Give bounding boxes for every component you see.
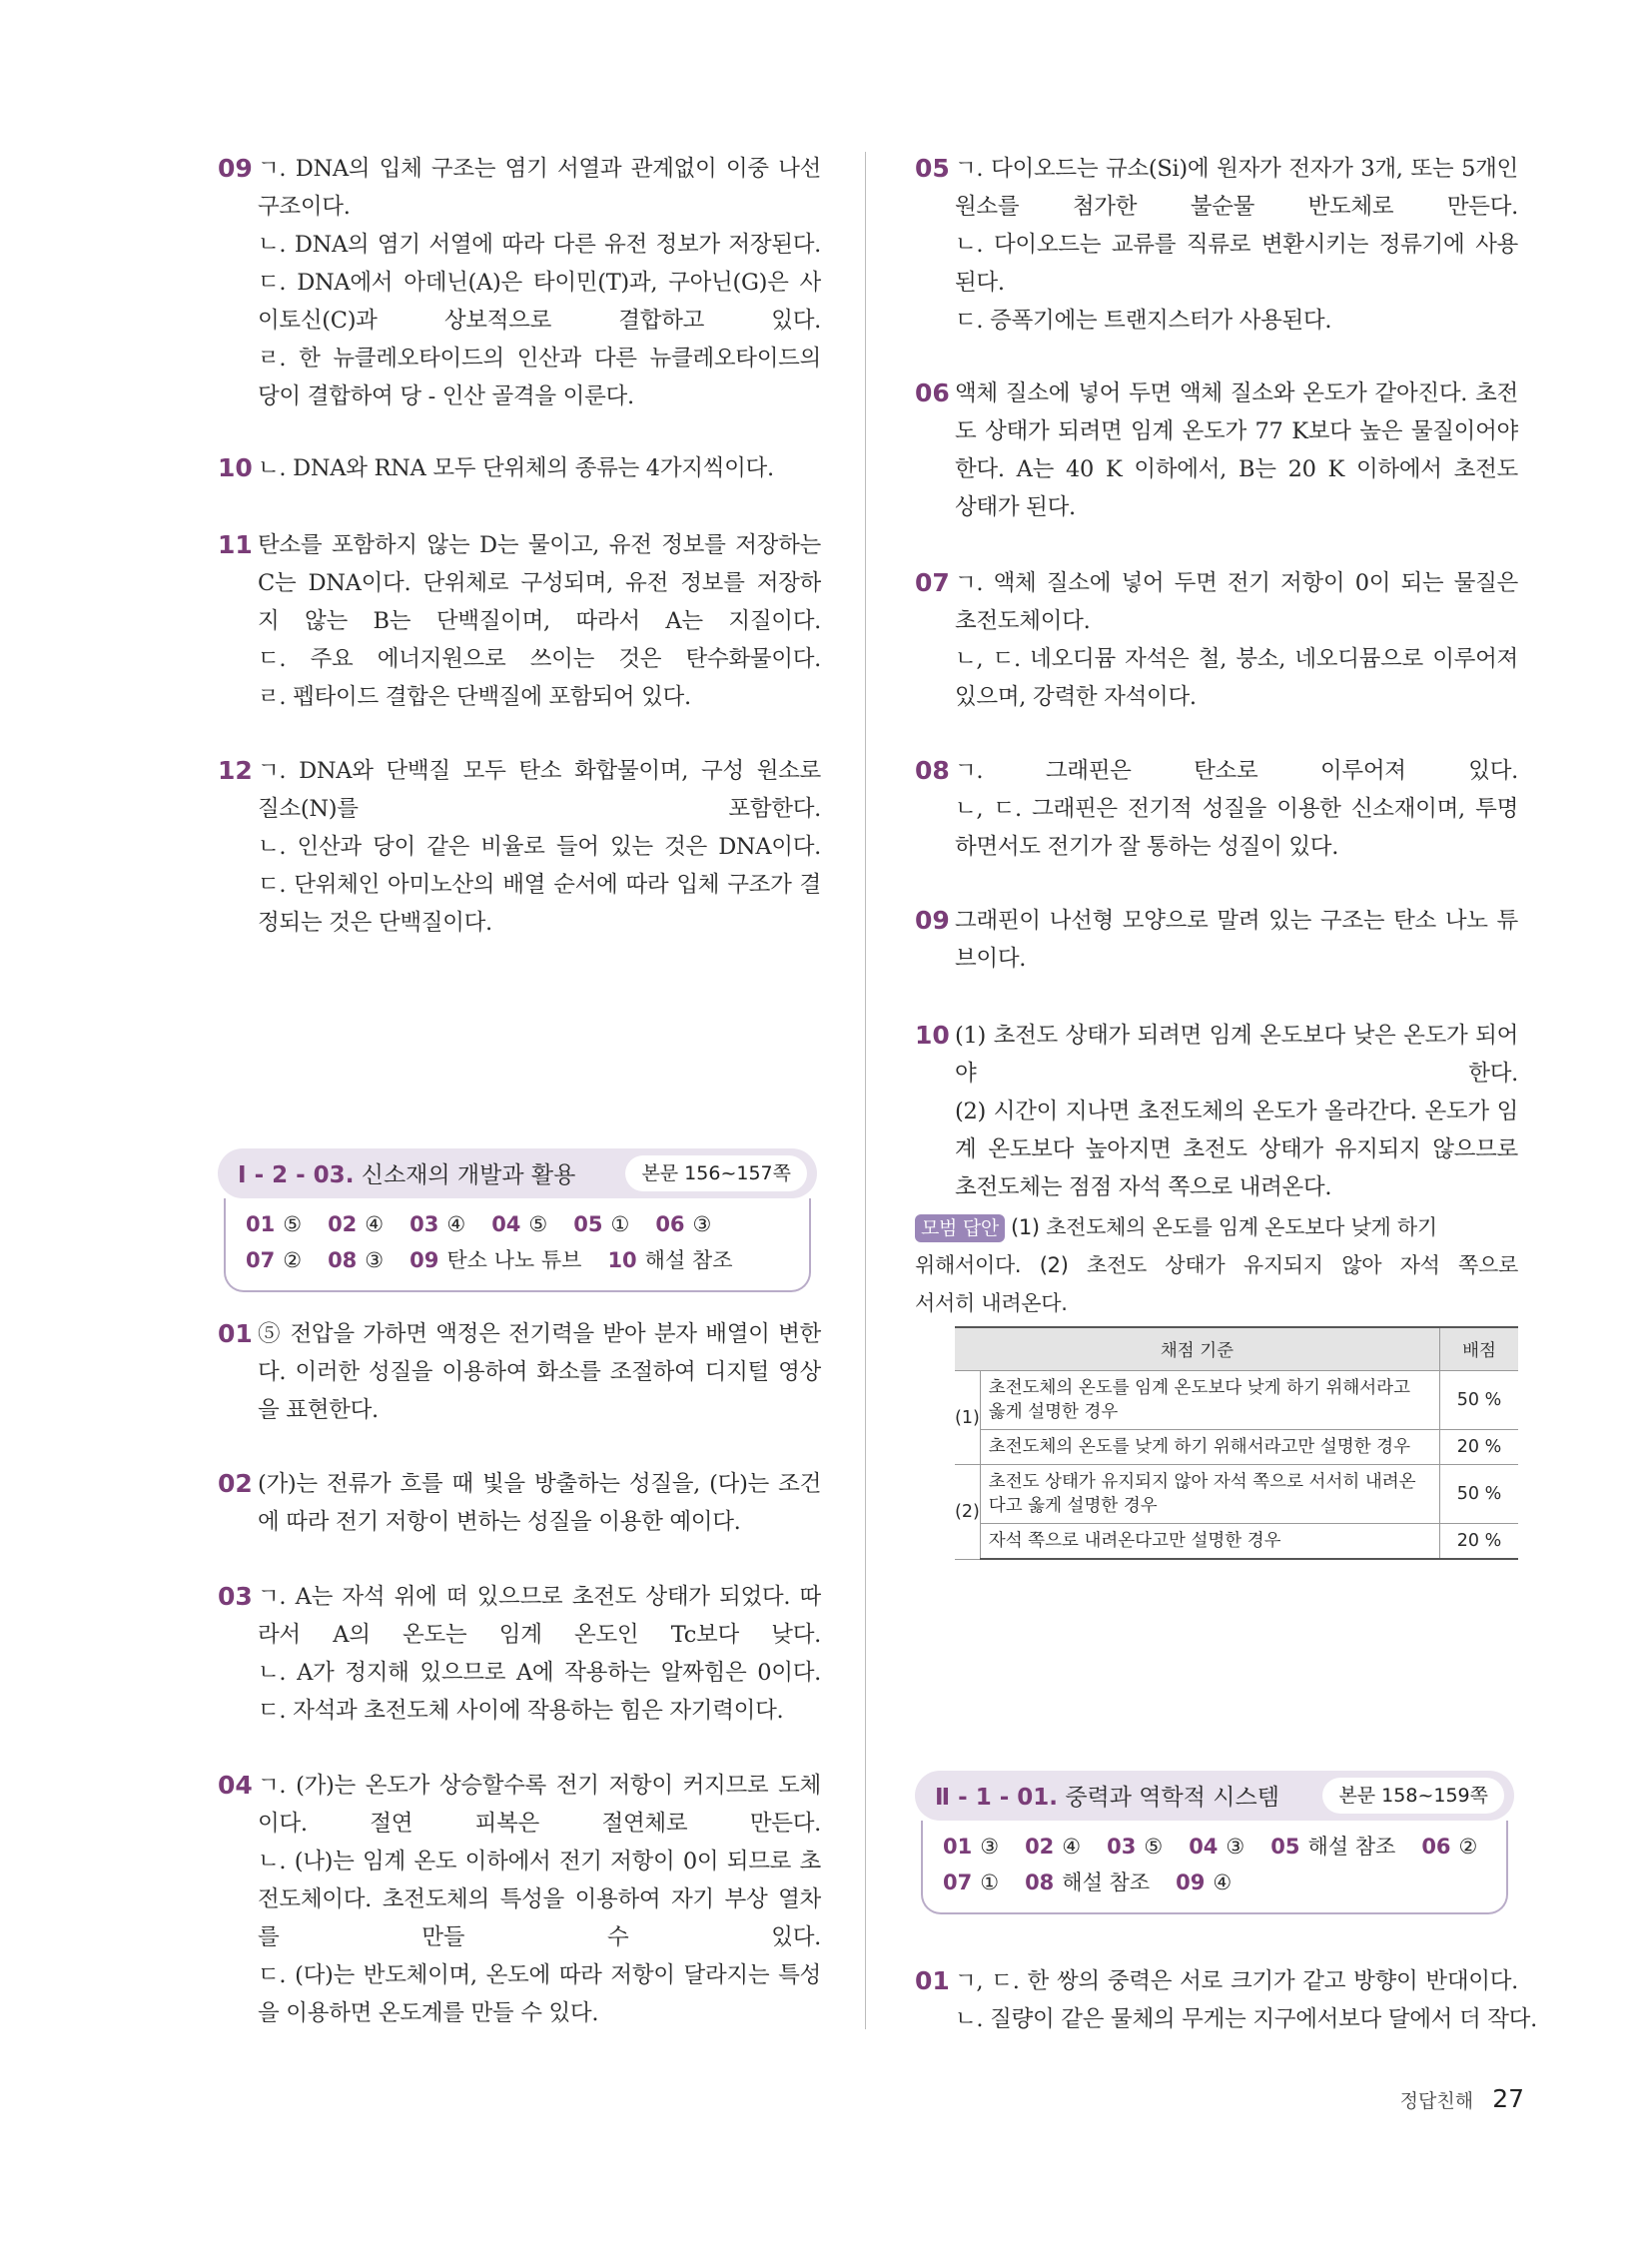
- text-line: 초전도체는 점점 자석 쪽으로 내려온다.: [955, 1174, 1332, 1200]
- text-line: ㄹ. 한 뉴클레오타이드의 인산과 다른 뉴클레오타이드의: [258, 346, 821, 372]
- question-body: [258, 150, 821, 415]
- text-line: ㄴ, ㄷ. 네오디뮴 자석은 철, 붕소, 네오디뮴으로 이루어져: [955, 646, 1518, 672]
- text-line: ㄴ. 다이오드는 교류를 직류로 변환시키는 정류기에 사용: [955, 232, 1518, 258]
- question-12: [218, 752, 821, 942]
- answer-value: 해설 참조: [644, 1248, 733, 1272]
- answer-number: 04: [491, 1212, 521, 1236]
- text-line: (가)는 전류가 흐를 때 빛을 방출하는 성질을, (다)는 조건: [258, 1471, 821, 1497]
- grading-header-criteria: 채점 기준: [955, 1327, 1440, 1371]
- question-number: 09: [915, 906, 950, 935]
- question-09: [218, 150, 821, 415]
- answer-number: 03: [1107, 1835, 1137, 1859]
- text-line: 을 표현한다.: [258, 1397, 379, 1423]
- section-pages: 본문 156~157쪽: [625, 1155, 807, 1191]
- question-06: [915, 374, 1518, 526]
- grading-criterion: 초전도체의 온도를 임계 온도보다 낮게 하기 위해서라고 옳게 설명한 경우: [980, 1371, 1439, 1430]
- answer-key: [921, 1821, 1508, 1914]
- question-number: 09: [218, 154, 253, 183]
- section-name: 신소재의 개발과 활용: [361, 1162, 576, 1188]
- answer-value: ⑤: [283, 1212, 303, 1236]
- answer-number: 09: [1176, 1870, 1206, 1894]
- question-01: [218, 1315, 821, 1429]
- text-line: 이다. 절연 피복은 절연체로 만든다.: [258, 1811, 821, 1837]
- text-line: ㄴ. 인산과 당이 같은 비율로 들어 있는 것은 DNA이다.: [258, 834, 821, 860]
- answer-number: 02: [1025, 1835, 1055, 1859]
- question-number: 10: [915, 1021, 950, 1050]
- model-answer-line: [915, 1284, 1518, 1322]
- answer-item: [1189, 1829, 1244, 1865]
- answer-row: [943, 1865, 1492, 1900]
- text-line: 지 않는 B는 단백질이며, 따라서 A는 지질이다.: [258, 608, 821, 634]
- answer-value: ①: [610, 1212, 630, 1236]
- text-line: ㄷ. (다)는 반도체이며, 온도에 따라 저항이 달라지는 특성: [258, 1962, 821, 1988]
- text-line: ㄴ, ㄷ. 그래핀은 전기적 성질을 이용한 신소재이며, 투명: [955, 796, 1518, 822]
- answer-number: 10: [607, 1248, 637, 1272]
- text-line: ㄱ. 그래핀은 탄소로 이루어져 있다.: [955, 758, 1518, 784]
- grading-points: 20 %: [1440, 1524, 1519, 1560]
- question-number: 12: [218, 756, 253, 785]
- question-number: 04: [218, 1771, 253, 1800]
- text-line: 을 이용하면 온도계를 만들 수 있다.: [258, 2000, 599, 2026]
- answer-number: 03: [410, 1212, 439, 1236]
- text-line: ㄴ. DNA와 RNA 모두 단위체의 종류는 4가지씩이다.: [258, 455, 774, 481]
- text-line: 에 따라 전기 저항이 변하는 성질을 이용한 예이다.: [258, 1509, 741, 1535]
- answer-number: 07: [246, 1248, 276, 1272]
- model-answer-badge: 모범 답안: [915, 1214, 1005, 1242]
- answer-value: ③: [365, 1248, 385, 1272]
- grading-criterion: 자석 쪽으로 내려온다고만 설명한 경우: [980, 1524, 1439, 1560]
- answer-item: [943, 1865, 999, 1900]
- answer-item: [491, 1206, 547, 1242]
- answer-value: 해설 참조: [1307, 1835, 1396, 1859]
- question-body: [955, 564, 1518, 716]
- grading-criterion: 초전도 상태가 유지되지 않아 자석 쪽으로 서서히 내려온다고 옳게 설명한 경우: [980, 1465, 1439, 1524]
- text-line: ㄱ. DNA의 입체 구조는 염기 서열과 관계없이 이중 나선: [258, 156, 821, 182]
- question-02: [218, 1465, 821, 1541]
- answer-value: ②: [1458, 1835, 1478, 1859]
- question-body: [258, 526, 821, 716]
- grading-table: [955, 1326, 1518, 1560]
- grading-points: 20 %: [1440, 1430, 1519, 1465]
- answer-item: [1025, 1829, 1081, 1865]
- answer-item: [607, 1242, 732, 1278]
- text-line: 정되는 것은 단백질이다.: [258, 910, 492, 936]
- answer-item: [246, 1242, 302, 1278]
- text-line: 도 상태가 되려면 임계 온도가 77 K보다 높은 물질이어야: [955, 418, 1518, 444]
- text-line: ㄴ. A가 정지해 있으므로 A에 작용하는 알짜힘은 0이다.: [258, 1660, 821, 1686]
- grading-criterion: 초전도체의 온도를 낮게 하기 위해서라고만 설명한 경우: [980, 1430, 1439, 1465]
- text-line: 탄소를 포함하지 않는 D는 물이고, 유전 정보를 저장하는: [258, 532, 821, 558]
- text-line: (1) 초전도 상태가 되려면 임계 온도보다 낮은 온도가 되어: [955, 1023, 1518, 1049]
- text-line: 하면서도 전기가 잘 통하는 성질이 있다.: [955, 834, 1339, 860]
- text-line: ⑤ 전압을 가하면 액정은 전기력을 받아 분자 배열이 변한: [258, 1321, 821, 1347]
- section-pages: 본문 158~159쪽: [1322, 1778, 1504, 1814]
- answer-value: ④: [1062, 1835, 1082, 1859]
- question-body: [258, 1315, 821, 1429]
- answer-item: [1107, 1829, 1163, 1865]
- model-answer-line: [915, 1208, 1518, 1246]
- answer-item: [328, 1242, 384, 1278]
- answer-value: ④: [446, 1212, 466, 1236]
- answer-item: [655, 1206, 711, 1242]
- answer-item: [1025, 1865, 1150, 1900]
- answer-item: [1421, 1829, 1477, 1865]
- text-line: ㄱ. DNA와 단백질 모두 탄소 화합물이며, 구성 원소로: [258, 758, 821, 784]
- text-line: ㄱ, ㄷ. 한 쌍의 중력은 서로 크기가 같고 방향이 반대이다.: [955, 1968, 1518, 1994]
- question-number: 03: [218, 1582, 253, 1611]
- grading-row: [955, 1524, 1518, 1560]
- answer-number: 04: [1189, 1835, 1219, 1859]
- text-line: ㄷ. 주요 에너지원으로 쓰이는 것은 탄수화물이다.: [258, 646, 821, 672]
- question-04: [218, 1767, 821, 2032]
- answer-value: ⑤: [1144, 1835, 1164, 1859]
- text-line: 상태가 된다.: [955, 494, 1076, 520]
- question-number: 11: [218, 530, 253, 559]
- page-number: 27: [1492, 2084, 1524, 2113]
- question-number: 08: [915, 756, 950, 785]
- answer-number: 01: [246, 1212, 276, 1236]
- answer-item: [573, 1206, 629, 1242]
- text-line: 초전도체이다.: [955, 608, 1091, 634]
- answer-row: [943, 1829, 1492, 1865]
- text-line: 액체 질소에 넣어 두면 액체 질소와 온도가 같아진다. 초전: [955, 380, 1518, 406]
- text-line: ㄴ. 질량이 같은 물체의 무게는 지구에서보다 달에서 더 작다.: [955, 2006, 1537, 2032]
- answer-key: [224, 1198, 811, 1292]
- answer-value: ③: [1226, 1835, 1245, 1859]
- answer-value: ④: [1213, 1870, 1233, 1894]
- question-body: [258, 1767, 821, 2032]
- question-body: [955, 374, 1518, 526]
- grading-row: [955, 1371, 1518, 1430]
- question-08: [915, 752, 1518, 866]
- text-line: (2) 시간이 지나면 초전도체의 온도가 올라간다. 온도가 임: [955, 1099, 1518, 1124]
- question-07: [915, 564, 1518, 716]
- answer-number: 05: [1270, 1835, 1300, 1859]
- model-answer-text: [915, 1208, 1518, 1322]
- question-body: [258, 752, 821, 942]
- footer-label: 정답친해: [1399, 2090, 1474, 2112]
- question-09: [915, 902, 1518, 978]
- text-line: ㄷ. DNA에서 아데닌(A)은 타이민(T)과, 구아닌(G)은 사: [258, 270, 821, 296]
- text-line: 야 한다.: [955, 1061, 1518, 1087]
- text-line: ㄹ. 펩타이드 결합은 단백질에 포함되어 있다.: [258, 684, 691, 710]
- text-line: 그래핀이 나선형 모양으로 말려 있는 구조는 탄소 나노 튜: [955, 908, 1518, 934]
- text-line: 라서 A의 온도는 임계 온도인 Tc보다 낮다.: [258, 1622, 821, 1648]
- text-line: 이토신(C)과 상보적으로 결합하고 있다.: [258, 308, 821, 334]
- section-title: [935, 1779, 1279, 1812]
- question-body: [258, 449, 821, 487]
- answer-number: 06: [1421, 1835, 1451, 1859]
- question-03: [218, 1578, 821, 1730]
- answer-number: 07: [943, 1870, 973, 1894]
- question-number: 10: [218, 453, 253, 482]
- text-line: 브이다.: [955, 946, 1027, 972]
- answer-item: [246, 1206, 302, 1242]
- question-body: [955, 1962, 1537, 2038]
- section-title: [238, 1156, 575, 1189]
- section-code: Ⅰ - 2 - 03.: [238, 1162, 355, 1188]
- answer-number: 06: [655, 1212, 685, 1236]
- text-line: 한다. A는 40 K 이하에서, B는 20 K 이하에서 초전도: [955, 456, 1518, 482]
- question-body: [258, 1578, 821, 1730]
- text-line: ㄱ. A는 자석 위에 떠 있으므로 초전도 상태가 되었다. 따: [258, 1584, 821, 1610]
- question-body: [258, 1465, 821, 1541]
- answer-value: 탄소 나노 튜브: [446, 1248, 582, 1272]
- answer-item: [410, 1206, 465, 1242]
- answer-row: [246, 1206, 795, 1242]
- question-10: [915, 1017, 1518, 1206]
- section-code: Ⅱ - 1 - 01.: [935, 1785, 1059, 1811]
- answer-item: [410, 1242, 581, 1278]
- answer-item: [943, 1829, 999, 1865]
- text-line: ㄱ. (가)는 온도가 상승할수록 전기 저항이 커지므로 도체: [258, 1773, 821, 1799]
- answer-section-box: [915, 1771, 1514, 1914]
- text-line: ㄴ. (나)는 임계 온도 이하에서 전기 저항이 0이 되므로 초: [258, 1849, 821, 1874]
- question-number: 06: [915, 378, 950, 407]
- question-number: 05: [915, 154, 950, 183]
- text-line: 원소를 첨가한 불순물 반도체로 만든다.: [955, 194, 1518, 220]
- text-line: ㄴ. DNA의 염기 서열에 따라 다른 유전 정보가 저장된다.: [258, 232, 821, 258]
- text-line: 당이 결합하여 당 - 인산 골격을 이룬다.: [258, 383, 634, 409]
- answer-value: ④: [365, 1212, 385, 1236]
- text-line: 질소(N)를 포함한다.: [258, 796, 821, 822]
- grading-row: [955, 1430, 1518, 1465]
- text-line: ㄷ. 단위체인 아미노산의 배열 순서에 따라 입체 구조가 결: [258, 872, 821, 898]
- section-name: 중력과 역학적 시스템: [1065, 1785, 1279, 1811]
- answer-value: ③: [692, 1212, 712, 1236]
- grading-group-label: (2): [955, 1465, 980, 1560]
- answer-number: 01: [943, 1835, 973, 1859]
- question-05: [915, 150, 1518, 340]
- question-body: [955, 902, 1518, 978]
- question-body: [955, 150, 1518, 340]
- model-answer-text: 위해서이다. (2) 초전도 상태가 유지되지 않아 자석 쪽으로: [915, 1253, 1518, 1277]
- grading-row: [955, 1465, 1518, 1524]
- text-line: C는 DNA이다. 단위체로 구성되며, 유전 정보를 저장하: [258, 570, 821, 596]
- answer-number: 02: [328, 1212, 358, 1236]
- answer-item: [328, 1206, 384, 1242]
- grading-group-label: (1): [955, 1371, 980, 1465]
- text-line: ㄷ. 자석과 초전도체 사이에 작용하는 힘은 자기력이다.: [258, 1698, 784, 1724]
- question-number: 07: [915, 568, 950, 597]
- answer-value: ⑤: [528, 1212, 548, 1236]
- model-answer-text: 서서히 내려온다.: [915, 1291, 1068, 1315]
- model-answer-line: [915, 1246, 1518, 1284]
- column-divider: [865, 152, 866, 2029]
- question-number: 01: [915, 1966, 950, 1995]
- question-body: [955, 1017, 1518, 1206]
- text-line: ㄷ. 증폭기에는 트랜지스터가 사용된다.: [955, 308, 1332, 334]
- page-footer: [1400, 2084, 1524, 2113]
- grading-points: 50 %: [1440, 1371, 1519, 1430]
- answer-value: 해설 참조: [1062, 1870, 1151, 1894]
- text-line: 된다.: [955, 270, 1005, 296]
- text-line: 있으며, 강력한 자석이다.: [955, 684, 1197, 710]
- answer-section-box: [218, 1148, 817, 1292]
- grading-header-points: 배점: [1440, 1327, 1519, 1371]
- answer-value: ③: [980, 1835, 1000, 1859]
- text-line: 전도체이다. 초전도체의 특성을 이용하여 자기 부상 열차: [258, 1886, 821, 1912]
- text-line: 구조이다.: [258, 194, 351, 220]
- answer-value: ①: [980, 1870, 1000, 1894]
- question-10: [218, 449, 821, 487]
- question-number: 02: [218, 1469, 253, 1498]
- answer-number: 08: [1025, 1870, 1055, 1894]
- question-body: [955, 752, 1518, 866]
- answer-number: 09: [410, 1248, 439, 1272]
- text-line: ㄱ. 액체 질소에 넣어 두면 전기 저항이 0이 되는 물질은: [955, 570, 1518, 596]
- answer-number: 05: [573, 1212, 603, 1236]
- text-line: 계 온도보다 높아지면 초전도 상태가 유지되지 않으므로: [955, 1136, 1518, 1162]
- section-header: [218, 1148, 817, 1198]
- answer-number: 08: [328, 1248, 358, 1272]
- answer-item: [1270, 1829, 1395, 1865]
- question-11: [218, 526, 821, 716]
- text-line: 다. 이러한 성질을 이용하여 화소를 조절하여 디지털 영상: [258, 1359, 821, 1385]
- answer-item: [1176, 1865, 1232, 1900]
- model-answer: [915, 1208, 1518, 1322]
- grading-points: 50 %: [1440, 1465, 1519, 1524]
- model-answer-text: (1) 초전도체의 온도를 임계 온도보다 낮게 하기: [1010, 1215, 1437, 1239]
- section-header: [915, 1771, 1514, 1821]
- question-number: 01: [218, 1319, 253, 1348]
- answer-row: [246, 1242, 795, 1278]
- text-line: ㄱ. 다이오드는 규소(Si)에 원자가 전자가 3개, 또는 5개인: [955, 156, 1518, 182]
- text-line: 를 만들 수 있다.: [258, 1924, 821, 1950]
- answer-value: ②: [283, 1248, 303, 1272]
- question-01: [915, 1962, 1537, 2038]
